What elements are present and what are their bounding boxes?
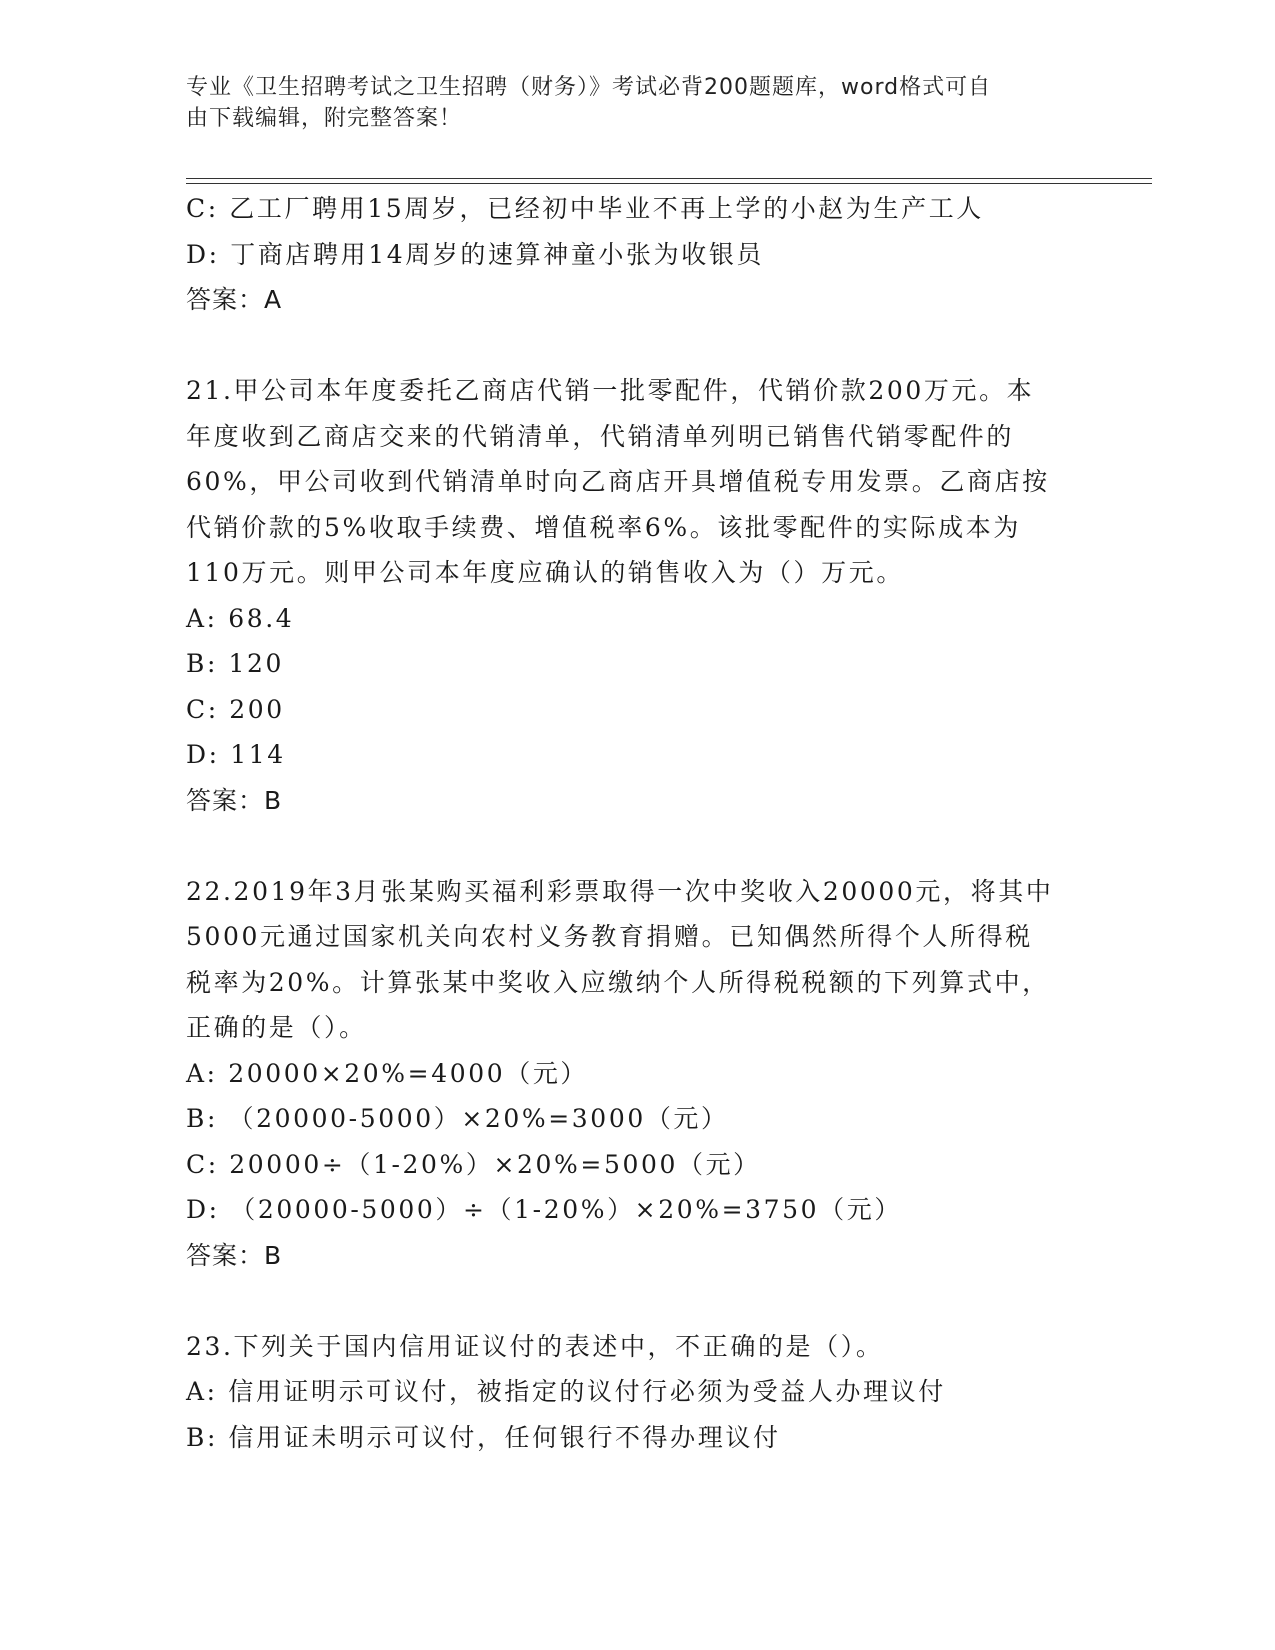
option-d: D: （20000-5000）÷（1-20%）×20%=3750（元）	[186, 1195, 902, 1224]
question-text-line: 23.下列关于国内信用证议付的表述中，不正确的是（）。	[186, 1331, 884, 1361]
question-text-line: 5000元通过国家机关向农村义务教育捐赠。已知偶然所得个人所得税	[186, 922, 1033, 951]
option-b: B: 信用证未明示可议付，任何银行不得办理议付	[186, 1422, 781, 1452]
header-divider-top	[186, 178, 1152, 179]
question-text-line: 正确的是（）。	[186, 1013, 367, 1042]
spacer	[186, 823, 1086, 869]
document-body	[186, 186, 1086, 1460]
option-d: D: 丁商店聘用14周岁的速算神童小张为收银员	[186, 239, 765, 269]
spacer	[186, 1278, 1086, 1324]
question-text-line: 22.2019年3月张某购买福利彩票取得一次中奖收入20000元，将其中	[186, 876, 1054, 906]
spacer	[186, 323, 1086, 369]
option-c: C: 20000÷（1-20%）×20%=5000（元）	[186, 1149, 761, 1179]
question-text-line: 代销价款的5%收取手续费、增值税率6%。该批零配件的实际成本为	[186, 512, 1021, 542]
question-23	[186, 1324, 1086, 1461]
document-header	[186, 72, 1066, 134]
option-b: B: 120	[186, 649, 285, 678]
question-text-line: 110万元。则甲公司本年度应确认的销售收入为（）万元。	[186, 558, 904, 587]
option-b: B: （20000-5000）×20%=3000（元）	[186, 1104, 729, 1133]
question-text-line: 60%，甲公司收到代销清单时向乙商店开具增值税专用发票。乙商店按	[186, 467, 1050, 496]
option-c: C: 200	[186, 694, 285, 724]
option-a: A: 信用证明示可议付，被指定的议付行必须为受益人办理议付	[186, 1377, 946, 1406]
question-text-line: 21.甲公司本年度委托乙商店代销一批零配件，代销价款200万元。本	[186, 376, 1035, 405]
header-divider-bottom	[186, 183, 1152, 184]
question-20-continued	[186, 186, 1086, 323]
answer-line: 答案：A	[186, 285, 283, 314]
header-line-1: 专业《卫生招聘考试之卫生招聘（财务）》考试必背200题题库，word格式可自	[186, 75, 992, 100]
header-line-2: 由下载编辑，附完整答案！	[186, 106, 463, 131]
option-a: A: 68.4	[186, 603, 295, 633]
option-c: C: 乙工厂聘用15周岁，已经初中毕业不再上学的小赵为生产工人	[186, 194, 984, 223]
question-text-line: 税率为20%。计算张某中奖收入应缴纳个人所得税税额的下列算式中，	[186, 967, 1050, 997]
question-21	[186, 368, 1086, 823]
option-d: D: 114	[186, 740, 286, 769]
answer-line: 答案：B	[186, 785, 283, 815]
option-a: A: 20000×20%=4000（元）	[186, 1058, 589, 1088]
question-22	[186, 869, 1086, 1279]
answer-line: 答案：B	[186, 1240, 283, 1270]
question-text-line: 年度收到乙商店交来的代销清单，代销清单列明已销售代销零配件的	[186, 421, 1015, 451]
